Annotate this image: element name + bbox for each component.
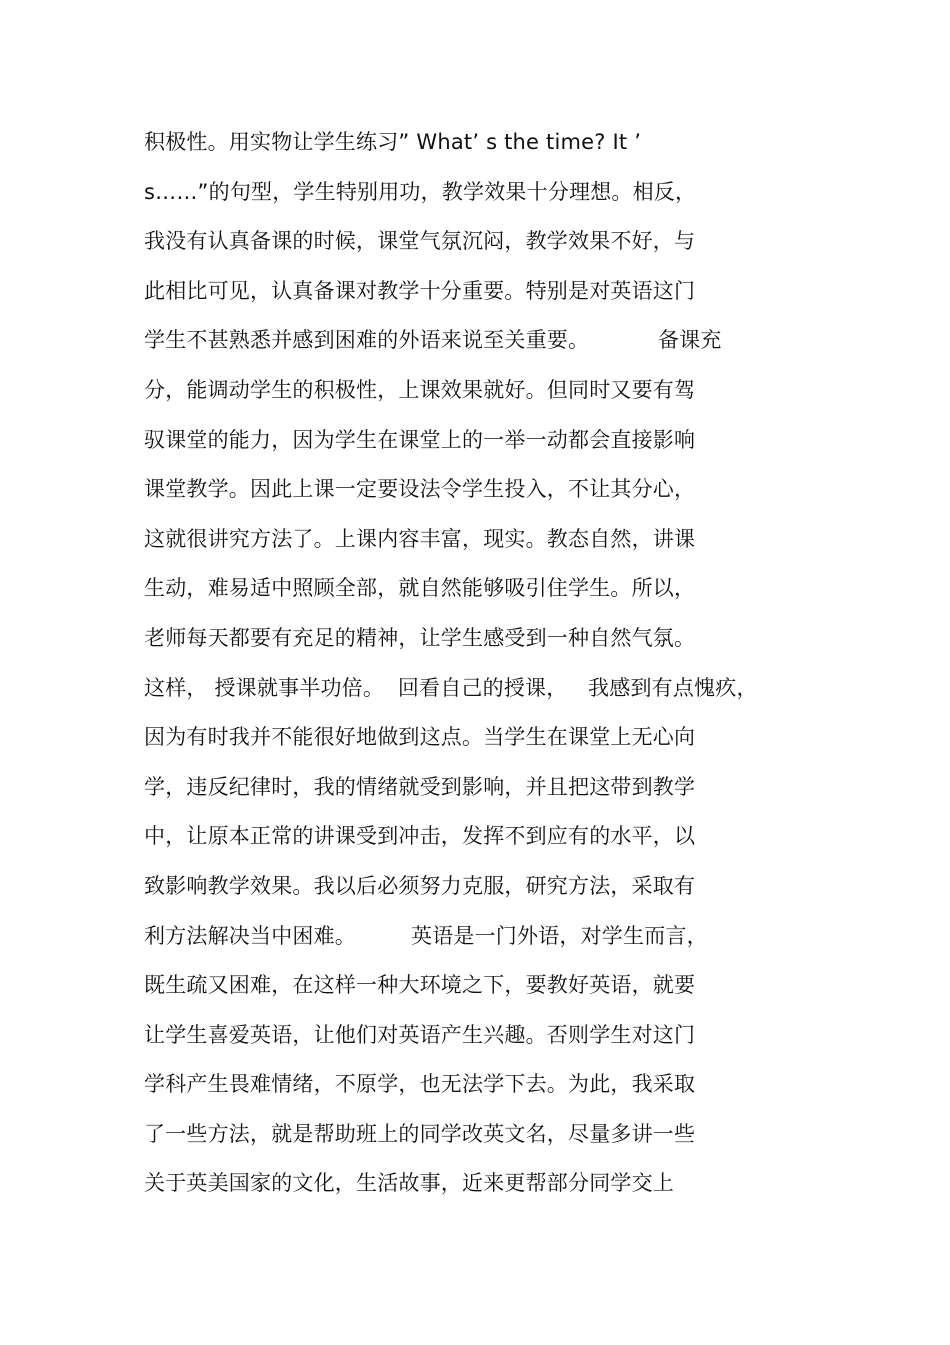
text-line-9: 这就很讲究方法了。上课内容丰富，现实。教态自然，讲课 (144, 526, 696, 551)
text-line-20: 学科产生畏难情绪，不原学，也无法学下去。为此，我采取 (144, 1072, 696, 1097)
text-line-16: 致影响教学效果。我以后必须努力克服，研究方法，采取有 (144, 873, 696, 898)
text-line-5: 学生不甚熟悉并感到困难的外语来说至关重要。 备课充 (144, 328, 722, 353)
text-line-4: 此相比可见，认真备课对教学十分重要。特别是对英语这门 (144, 278, 696, 303)
text-line-19: 让学生喜爱英语，让他们对英语产生兴趣。否则学生对这门 (144, 1022, 696, 1047)
text-line-1: 积极性。用实物让学生练习” What’ s the time? It ’ (144, 130, 642, 154)
text-line-18: 既生疏又困难，在这样一种大环境之下，要教好英语，就要 (144, 973, 696, 998)
text-line-13: 因为有时我并不能很好地做到这点。当学生在课堂上无心向 (144, 725, 696, 750)
text-line-17: 利方法解决当中困难。 英语是一门外语，对学生而言， (144, 923, 708, 948)
text-line-10: 生动，难易适中照顾全部，就自然能够吸引住学生。所以， (144, 576, 696, 601)
text-line-3: 我没有认真备课的时候，课堂气氛沉闷，教学效果不好，与 (144, 229, 696, 254)
text-line-6: 分，能调动学生的积极性，上课效果就好。但同时又要有驾 (144, 377, 696, 402)
text-line-8: 课堂教学。因此上课一定要设法令学生投入，不让其分心， (144, 477, 696, 502)
text-line-2: s……”的句型，学生特别用功，教学效果十分理想。相反， (144, 179, 697, 204)
text-line-12: 这样， 授课就事半功倍。 回看自己的授课， 我感到有点愧疚， (144, 675, 758, 700)
text-line-15: 中，让原本正常的讲课受到冲击，发挥不到应有的水平，以 (144, 824, 696, 849)
text-line-14: 学，违反纪律时，我的情绪就受到影响，并且把这带到教学 (144, 774, 696, 799)
body-text (144, 118, 824, 1209)
text-line-21: 了一些方法，就是帮助班上的同学改英文名，尽量多讲一些 (144, 1121, 696, 1146)
text-line-7: 驭课堂的能力，因为学生在课堂上的一举一动都会直接影响 (144, 427, 696, 452)
text-line-11: 老师每天都要有充足的精神，让学生感受到一种自然气氛。 (144, 625, 696, 650)
text-line-22: 关于英美国家的文化，生活故事，近来更帮部分同学交上 (144, 1171, 674, 1196)
